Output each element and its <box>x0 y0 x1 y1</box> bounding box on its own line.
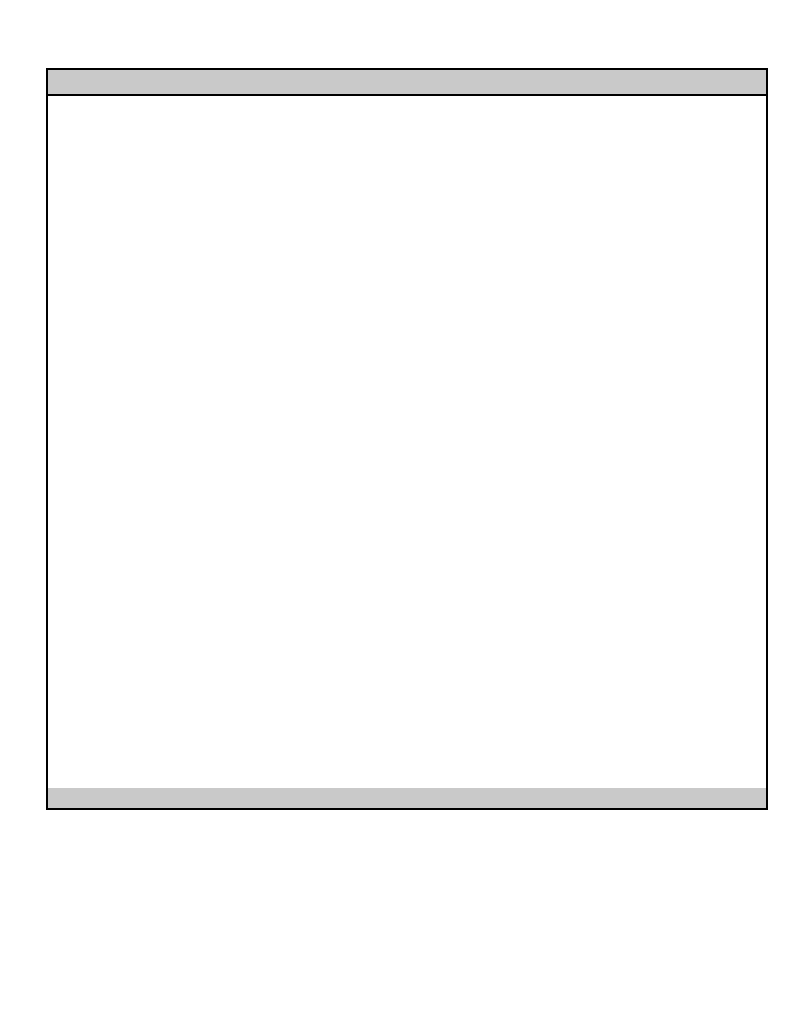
footer-row <box>48 788 766 808</box>
title-row <box>48 70 766 96</box>
schedule-title <box>48 70 766 94</box>
schedule-table <box>46 68 768 810</box>
field-header-row <box>48 94 766 157</box>
